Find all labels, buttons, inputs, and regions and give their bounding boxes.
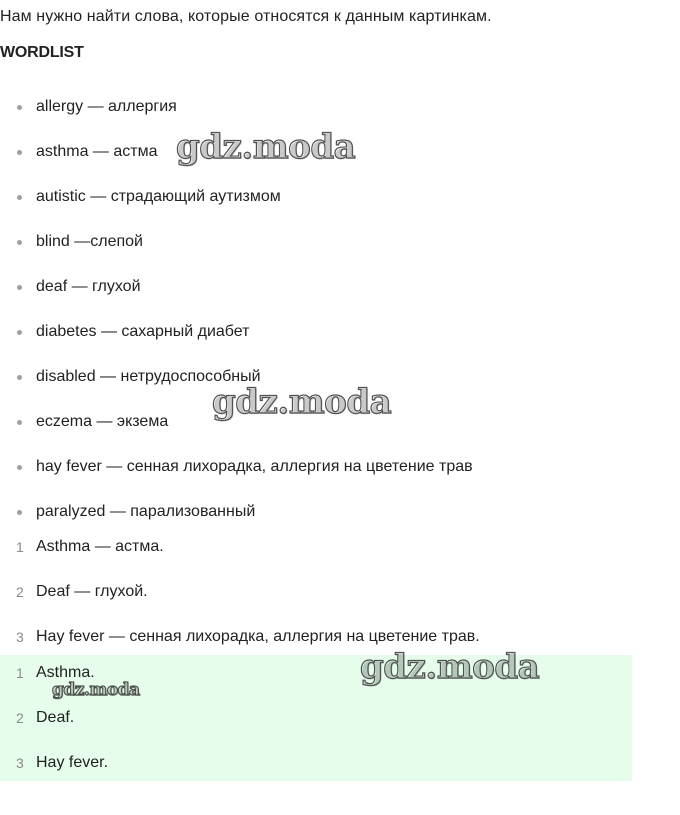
translation-text: Asthma — астма. [36, 538, 164, 555]
item-number: 3 [16, 755, 24, 771]
translation-list [0, 529, 632, 664]
watermark-logo [176, 127, 355, 167]
watermark-text: gdz.moda [176, 127, 356, 167]
wordlist-heading: WORDLIST [0, 44, 84, 61]
watermark-text: gdz.moda [360, 647, 540, 687]
answer-item [0, 700, 632, 745]
list-item-text: autistic — страдающий аутизмом [36, 188, 281, 205]
list-item [0, 449, 473, 494]
bullet-icon [17, 465, 22, 470]
list-item-text: eczema — экзема [36, 413, 169, 430]
answer-item [0, 745, 632, 790]
item-number: 1 [16, 665, 24, 681]
list-item-text: hay fever — сенная лихорадка, аллергия на цветение трав [36, 458, 473, 475]
bullet-icon [17, 195, 22, 200]
answer-text: Deaf. [36, 709, 75, 726]
list-item-text: deaf — глухой [36, 278, 141, 295]
bullet-icon [17, 420, 22, 425]
translation-text: Hay fever — сенная лихорадка, аллергия на цветение трав. [36, 628, 480, 645]
list-item-text: asthma — астма [36, 143, 158, 160]
translation-item [0, 574, 632, 619]
bullet-icon [17, 150, 22, 155]
watermark-text: gdz.moda [212, 382, 392, 422]
translation-text: Deaf — глухой. [36, 583, 148, 600]
list-item-text: paralyzed — парализованный [36, 503, 256, 520]
answer-text: Hay fever. [36, 754, 109, 771]
bullet-icon [17, 105, 22, 110]
answer-text: Asthma. [36, 664, 95, 681]
list-item-text: allergy — аллергия [36, 98, 177, 115]
list-item [0, 314, 473, 359]
watermark-logo [52, 680, 140, 700]
intro-text: Нам нужно найти слова, которые относятся к данным картинкам. [0, 8, 492, 25]
watermark-logo [360, 647, 539, 687]
list-item-text: blind —слепой [36, 233, 143, 250]
list-item-text: diabetes — сахарный диабет [36, 323, 250, 340]
bullet-icon [17, 510, 22, 515]
list-item-text: disabled — нетрудоспособный [36, 368, 261, 385]
bullet-icon [17, 375, 22, 380]
list-item [0, 224, 473, 269]
item-number: 1 [16, 539, 24, 555]
item-number: 2 [16, 584, 24, 600]
list-item [0, 269, 473, 314]
bullet-icon [17, 240, 22, 245]
bullet-icon [17, 285, 22, 290]
item-number: 3 [16, 629, 24, 645]
list-item [0, 179, 473, 224]
translation-item [0, 529, 632, 574]
watermark-logo [212, 382, 391, 422]
watermark-text: gdz.moda [52, 680, 140, 700]
item-number: 2 [16, 710, 24, 726]
bullet-icon [17, 330, 22, 335]
